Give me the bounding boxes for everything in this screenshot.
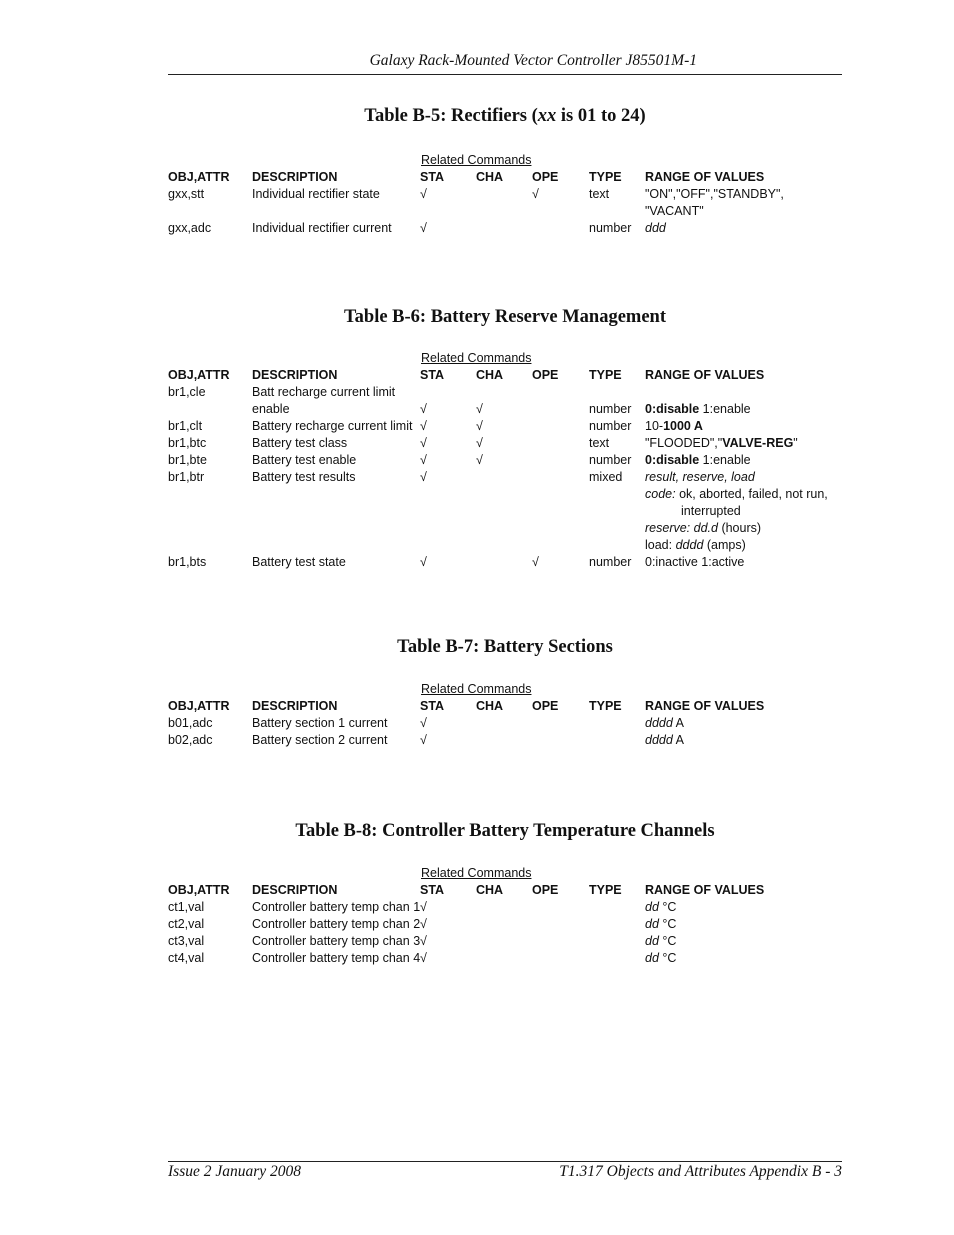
obj-attr-cell: br1,bts <box>168 555 207 569</box>
reserve-unit: (hours) <box>717 521 762 535</box>
range-rest: 1:enable <box>699 402 751 416</box>
check-mark: √ <box>420 402 427 416</box>
range-cell: "VACANT" <box>645 204 704 218</box>
check-mark: √ <box>476 419 483 433</box>
check-mark: √ <box>420 470 427 484</box>
description-cell: Controller battery temp chan 2 <box>252 917 421 931</box>
col-type: TYPE <box>589 699 622 713</box>
col-obj-attr: OBJ,ATTR <box>168 883 230 897</box>
check-mark: √ <box>532 555 539 569</box>
range-unit: °C <box>658 951 677 965</box>
check-mark: √ <box>476 453 483 467</box>
range-italic: dddd <box>645 733 673 747</box>
range-cell <box>645 933 676 950</box>
range-cell <box>645 452 751 469</box>
table-row <box>168 933 842 950</box>
table-header-row <box>168 882 842 899</box>
reserve-label: reserve: dd.d <box>645 521 718 535</box>
description-cell: Controller battery temp chan 4 <box>252 951 421 965</box>
description-cell: Battery section 1 current <box>252 716 388 730</box>
table-b6 <box>168 350 842 571</box>
table-row-continued <box>168 537 842 554</box>
range-unit: °C <box>658 917 677 931</box>
description-cell: Battery section 2 current <box>252 733 388 747</box>
description-cell: Individual rectifier current <box>252 221 392 235</box>
range-rest: 1:enable <box>699 453 751 467</box>
obj-attr-cell: ct2,val <box>168 917 205 931</box>
table-row <box>168 469 842 486</box>
range-bold: 1000 A <box>663 419 703 433</box>
related-commands-label: Related Commands <box>421 866 532 880</box>
related-commands-row <box>168 152 842 169</box>
col-description: DESCRIPTION <box>252 170 338 184</box>
col-type: TYPE <box>589 368 622 382</box>
table-b8 <box>168 865 842 967</box>
check-mark: √ <box>476 436 483 450</box>
description-cell: Batt recharge current limit <box>252 385 396 399</box>
col-obj-attr: OBJ,ATTR <box>168 699 230 713</box>
col-cha: CHA <box>476 883 504 897</box>
description-cell: Controller battery temp chan 3 <box>252 934 421 948</box>
col-range: RANGE OF VALUES <box>645 699 765 713</box>
range-bold: VALVE-REG <box>722 436 794 450</box>
range-cell <box>645 916 676 933</box>
description-cell: Battery recharge current limit <box>252 419 413 433</box>
obj-attr-cell: b02,adc <box>168 733 213 747</box>
check-mark: √ <box>420 934 427 948</box>
table-row <box>168 554 842 571</box>
related-commands-label: Related Commands <box>421 153 532 167</box>
range-cell <box>645 537 746 554</box>
description-cell: Controller battery temp chan 1 <box>252 900 421 914</box>
range-cell: "ON","OFF","STANDBY", <box>645 187 784 201</box>
code-text: ok, aborted, failed, not run, <box>675 487 828 501</box>
obj-attr-cell: br1,bte <box>168 453 207 467</box>
table-b7-title: Table B-7: Battery Sections <box>397 637 613 657</box>
type-cell: mixed <box>589 470 623 484</box>
col-sta: STA <box>420 170 445 184</box>
check-mark: √ <box>420 733 427 747</box>
table-row <box>168 899 842 916</box>
col-range: RANGE OF VALUES <box>645 883 765 897</box>
col-obj-attr: OBJ,ATTR <box>168 170 230 184</box>
col-ope: OPE <box>532 699 559 713</box>
col-description: DESCRIPTION <box>252 699 338 713</box>
obj-attr-cell: ct1,val <box>168 900 205 914</box>
range-cell: ddd <box>645 221 666 235</box>
load-unit: (amps) <box>703 538 746 552</box>
table-b5-title-italic: xx <box>537 106 557 126</box>
table-header-row <box>168 698 842 715</box>
page-footer <box>168 1161 842 1180</box>
range-cell <box>645 435 798 452</box>
table-header-row <box>168 367 842 384</box>
check-mark: √ <box>420 187 427 201</box>
range-cell <box>645 520 761 537</box>
obj-attr-cell: gxx,adc <box>168 221 212 235</box>
related-commands-label: Related Commands <box>421 351 532 365</box>
related-commands-row <box>168 681 842 698</box>
table-row <box>168 732 842 749</box>
col-ope: OPE <box>532 170 559 184</box>
table-row <box>168 418 842 435</box>
table-row <box>168 715 842 732</box>
type-cell: number <box>589 221 632 235</box>
range-pre: "FLOODED"," <box>645 436 723 450</box>
table-row <box>168 186 842 203</box>
check-mark: √ <box>420 453 427 467</box>
description-cell: Battery test enable <box>252 453 357 467</box>
range-italic: dd <box>645 934 659 948</box>
col-range: RANGE OF VALUES <box>645 170 765 184</box>
obj-attr-cell: ct4,val <box>168 951 205 965</box>
check-mark: √ <box>420 917 427 931</box>
range-unit: °C <box>658 934 677 948</box>
related-commands-label: Related Commands <box>421 682 532 696</box>
related-commands-row <box>168 350 842 367</box>
col-description: DESCRIPTION <box>252 368 338 382</box>
range-cell <box>645 418 703 435</box>
obj-attr-cell: b01,adc <box>168 716 213 730</box>
footer-page-reference: T1.317 Objects and Attributes Appendix B - 3 <box>559 1163 842 1180</box>
table-row-continued <box>168 401 842 418</box>
col-sta: STA <box>420 883 445 897</box>
description-cell: Battery test state <box>252 555 346 569</box>
range-unit: A <box>672 716 684 730</box>
range-cell: result, reserve, load <box>645 470 755 484</box>
table-row-continued <box>168 486 842 503</box>
col-cha: CHA <box>476 368 504 382</box>
table-header-row <box>168 169 842 186</box>
range-italic: dd <box>645 900 659 914</box>
range-unit: °C <box>658 900 677 914</box>
table-row <box>168 452 842 469</box>
range-post: " <box>793 436 798 450</box>
col-type: TYPE <box>589 170 622 184</box>
col-type: TYPE <box>589 883 622 897</box>
range-italic: dd <box>645 951 659 965</box>
description-cell: Battery test class <box>252 436 348 450</box>
col-cha: CHA <box>476 699 504 713</box>
type-cell: number <box>589 402 632 416</box>
table-row-continued <box>168 203 842 220</box>
range-italic: dddd <box>645 716 673 730</box>
range-cell <box>645 899 676 916</box>
description-cell: enable <box>252 402 290 416</box>
type-cell: text <box>589 436 610 450</box>
range-cell <box>645 732 684 749</box>
table-row <box>168 220 842 237</box>
table-b5 <box>168 152 842 237</box>
table-row <box>168 435 842 452</box>
check-mark: √ <box>420 951 427 965</box>
description-cell: Battery test results <box>252 470 356 484</box>
check-mark: √ <box>420 555 427 569</box>
table-row-continued <box>168 503 842 520</box>
type-cell: number <box>589 453 632 467</box>
col-ope: OPE <box>532 883 559 897</box>
col-range: RANGE OF VALUES <box>645 368 765 382</box>
load-value: dddd <box>675 538 704 552</box>
table-row <box>168 384 842 401</box>
obj-attr-cell: br1,btr <box>168 470 205 484</box>
col-obj-attr: OBJ,ATTR <box>168 368 230 382</box>
check-mark: √ <box>420 716 427 730</box>
col-ope: OPE <box>532 368 559 382</box>
range-cell: interrupted <box>681 504 741 518</box>
range-italic: dd <box>645 917 659 931</box>
type-cell: number <box>589 419 632 433</box>
table-b5-title-prefix: Table B-5: Rectifiers ( <box>364 106 538 126</box>
load-label: load: <box>645 538 676 552</box>
check-mark: √ <box>420 419 427 433</box>
table-b8-title: Table B-8: Controller Battery Temperature Channels <box>295 821 715 841</box>
check-mark: √ <box>420 221 427 235</box>
range-pre: 10- <box>645 419 664 433</box>
description-cell: Individual rectifier state <box>252 187 380 201</box>
range-cell <box>645 486 828 503</box>
col-cha: CHA <box>476 170 504 184</box>
obj-attr-cell: br1,cle <box>168 385 206 399</box>
range-bold: 0:disable <box>645 453 700 467</box>
check-mark: √ <box>420 436 427 450</box>
range-cell <box>645 715 684 732</box>
table-b7 <box>168 681 842 749</box>
table-row <box>168 950 842 967</box>
col-sta: STA <box>420 699 445 713</box>
type-cell: text <box>589 187 610 201</box>
range-cell <box>645 401 751 418</box>
table-b5-title <box>168 106 842 127</box>
obj-attr-cell: br1,btc <box>168 436 207 450</box>
check-mark: √ <box>532 187 539 201</box>
related-commands-row <box>168 865 842 882</box>
table-b6-title: Table B-6: Battery Reserve Management <box>344 307 666 327</box>
page-header <box>168 52 842 75</box>
footer-issue: Issue 2 January 2008 <box>168 1163 302 1180</box>
obj-attr-cell: gxx,stt <box>168 187 205 201</box>
obj-attr-cell: ct3,val <box>168 934 205 948</box>
type-cell: number <box>589 555 632 569</box>
col-sta: STA <box>420 368 445 382</box>
table-row-continued <box>168 520 842 537</box>
table-row <box>168 916 842 933</box>
range-unit: A <box>672 733 684 747</box>
table-b5-title-suffix: is 01 to 24) <box>556 106 646 126</box>
code-label: code: <box>645 487 676 501</box>
obj-attr-cell: br1,clt <box>168 419 203 433</box>
col-description: DESCRIPTION <box>252 883 338 897</box>
range-cell <box>645 950 676 967</box>
check-mark: √ <box>476 402 483 416</box>
check-mark: √ <box>420 900 427 914</box>
range-cell: 0:inactive 1:active <box>645 555 745 569</box>
header-title: Galaxy Rack-Mounted Vector Controller J85501M-1 <box>369 52 697 69</box>
range-bold: 0:disable <box>645 402 700 416</box>
